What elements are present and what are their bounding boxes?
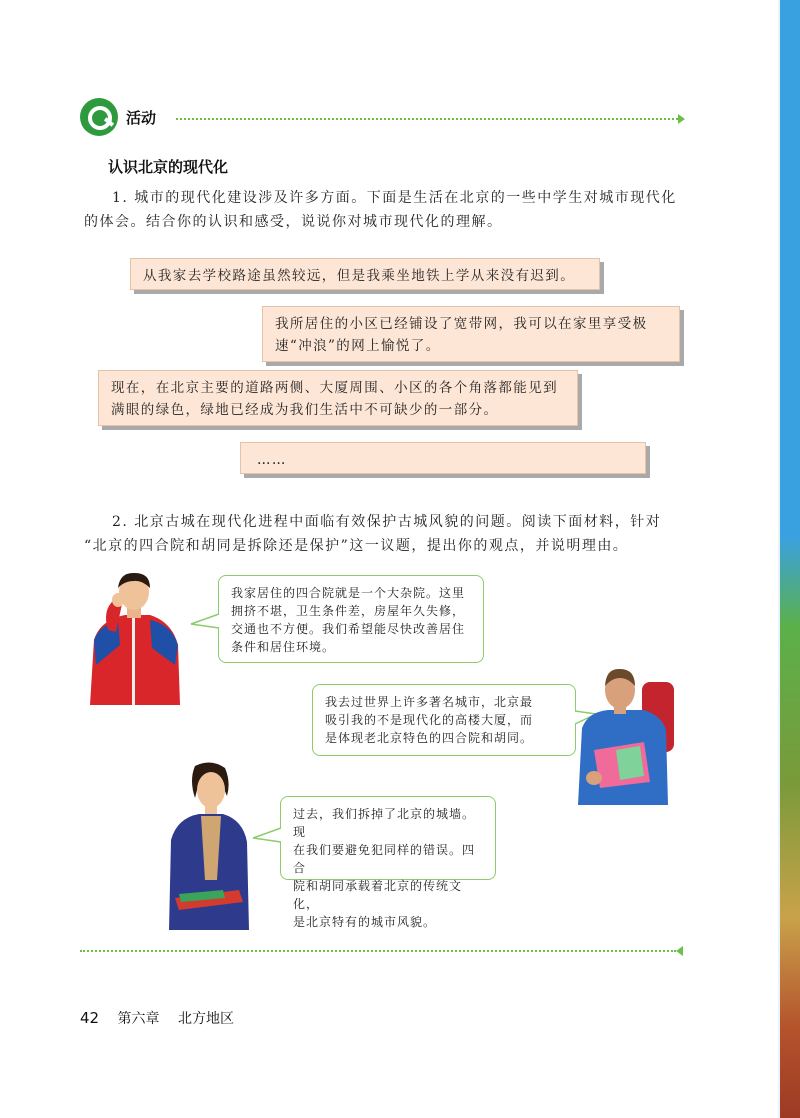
activity-header — [80, 98, 690, 138]
page-number: 42 — [80, 1009, 100, 1027]
speech-line: 过去，我们拆掉了北京的城墙。现 — [293, 807, 476, 839]
speech-line: 我家居住的四合院就是一个大杂院。这里 — [231, 586, 466, 600]
quote-text: 现在，在北京主要的道路两侧、大厦周围、小区的各个角落都能见到 — [111, 380, 558, 396]
bottom-dotted-divider — [80, 950, 676, 952]
speech-bubble-tourist — [312, 684, 576, 756]
speech-tail — [190, 612, 220, 632]
young-man-illustration — [80, 570, 190, 705]
question-2-line-2: “北京的四合院和胡同是拆除还是保护”这一议题，提出你的观点，并说明理由。 — [84, 538, 629, 554]
chapter-number: 第六章 — [117, 1011, 160, 1027]
tourist-illustration — [572, 660, 682, 805]
speech-line: 是体现老北京特色的四合院和胡同。 — [325, 731, 534, 745]
speech-line: 我去过世界上许多著名城市，北京最 — [325, 695, 534, 709]
question-2-line-1: 2. 北京古城在现代化进程中面临有效保护古城风貌的问题。阅读下面材料，针对 — [112, 514, 662, 530]
quote-text: …… — [257, 452, 287, 468]
quote-text: 我所居住的小区已经铺设了宽带网，我可以在家里享受极 — [275, 316, 648, 332]
speech-bubble-woman — [280, 796, 496, 929]
section-title: 认识北京的现代化 — [108, 158, 229, 176]
arrow-left-icon — [676, 946, 683, 956]
activity-logo-icon — [80, 98, 118, 136]
page-footer — [80, 1008, 234, 1028]
speech-line: 是北京特有的城市风貌。 — [293, 915, 437, 929]
speech-line: 拥挤不堪，卫生条件差，房屋年久失修， — [231, 604, 466, 618]
question-2 — [84, 510, 704, 558]
chapter-title: 北方地区 — [178, 1011, 234, 1027]
quote-text: 从我家去学校路途虽然较远，但是我乘坐地铁上学从来没有迟到。 — [143, 268, 576, 284]
quote-text: 满眼的绿色，绿地已经成为我们生活中不可缺少的一部分。 — [111, 402, 499, 418]
quote-text: 速“冲浪”的网上愉悦了。 — [275, 338, 441, 354]
speech-line: 在我们要避免犯同样的错误。四合 — [293, 843, 476, 875]
woman-illustration — [165, 760, 255, 930]
speech-line: 交通也不方便。我们希望能尽快改善居住 — [231, 622, 466, 636]
speech-line: 院和胡同承载着北京的传统文化， — [293, 879, 463, 911]
arrow-right-icon — [678, 114, 685, 124]
speech-line: 条件和居住环境。 — [231, 640, 336, 654]
question-1 — [84, 186, 704, 234]
activity-title: 活动 — [126, 109, 157, 127]
speech-tail — [252, 826, 282, 846]
question-1-line-2: 的体会。结合你的认识和感受，说说你对城市现代化的理解。 — [84, 214, 503, 230]
speech-line: 吸引我的不是现代化的高楼大厦，而 — [325, 713, 534, 727]
header-dotted-divider — [176, 118, 678, 120]
quote-box-greenery — [98, 370, 578, 426]
speech-bubble-resident — [218, 575, 484, 663]
quote-box-ellipsis — [240, 442, 646, 474]
quote-box-subway — [130, 258, 600, 290]
quote-box-broadband — [262, 306, 680, 362]
question-1-line-1: 1. 城市的现代化建设涉及许多方面。下面是生活在北京的一些中学生对城市现代化 — [112, 190, 677, 206]
decorative-side-strip — [780, 0, 800, 1118]
